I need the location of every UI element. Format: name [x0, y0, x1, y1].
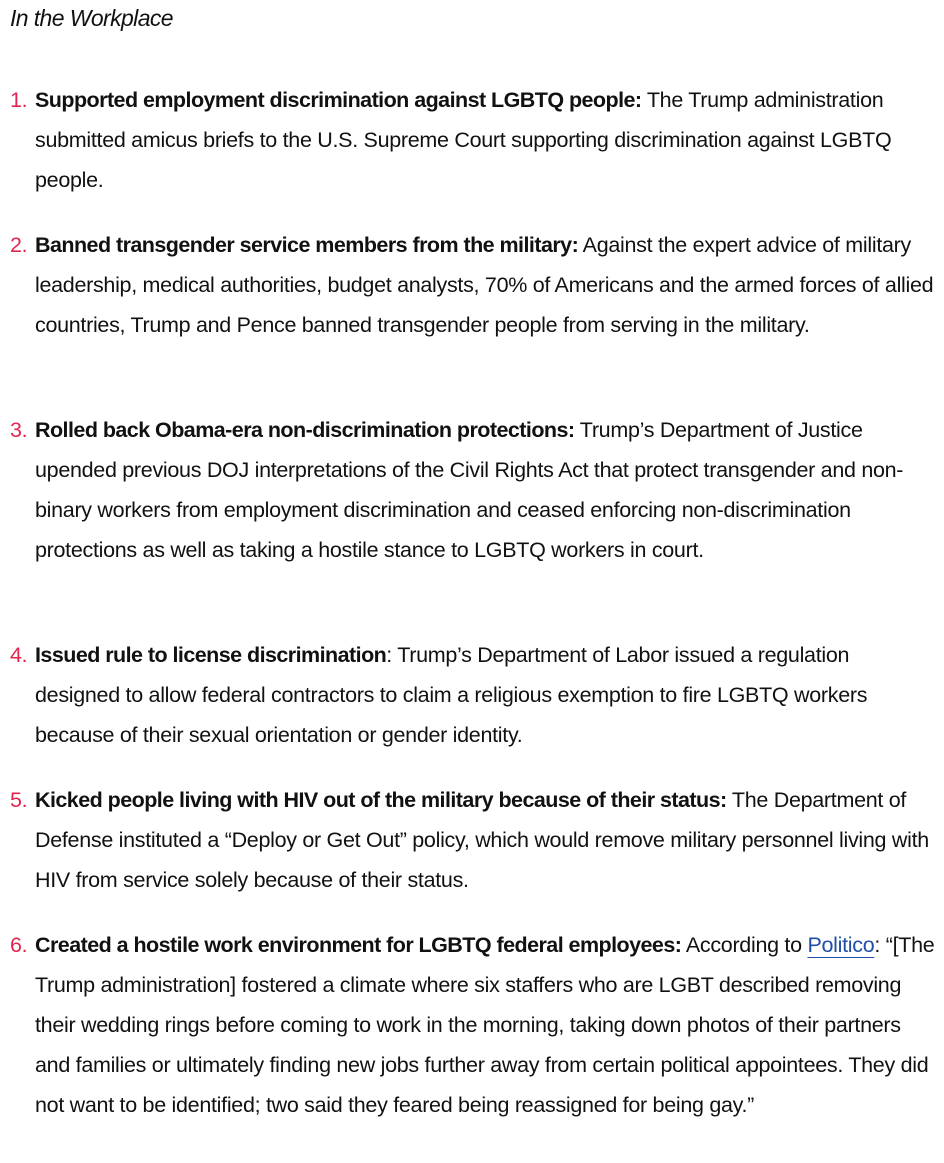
politico-link[interactable]: Politico: [807, 933, 875, 957]
item-heading: Created a hostile work environment for LGBTQ federal employees:: [35, 933, 682, 957]
item-text-after-link: : “[The Trump administration] fostered a climate where six staffers who are LGBT described removing their wedding rings before coming to work in the morning, taking down photos of their partners and families or ultimately finding new jobs further away from certain political appointees. They did not want to be identified; two said they feared being reassigned for being gay.”: [35, 933, 935, 1117]
item-text-before-link: According to: [681, 933, 808, 957]
item-heading: Issued rule to license discrimination: [35, 643, 387, 667]
item-heading: Banned transgender service members from the military:: [35, 233, 579, 257]
item-number: 3.: [10, 418, 28, 442]
item-text: Trump’s Department of Justice upended previous DOJ interpretations of the Civil Rights Act that protect transgender and non-binary workers from employment discrimination and ceased enforcing non-discrimination protections as well as taking a hostile stance to LGBTQ workers in court.: [35, 418, 904, 562]
item-number: 1.: [10, 88, 28, 112]
list-item: [10, 80, 935, 200]
item-number: 5.: [10, 788, 28, 812]
list-item: [10, 635, 935, 755]
list-item: [10, 925, 935, 1125]
item-text: Against the expert advice of military leadership, medical authorities, budget analysts, 70% of Americans and the armed forces of allied countries, Trump and Pence banned transgender people from serving in the military.: [35, 233, 934, 337]
item-text: The Department of Defense instituted a “Deploy or Get Out” policy, which would remove military personnel living with HIV from service solely because of their status.: [35, 788, 929, 892]
item-heading: Supported employment discrimination against LGBTQ people:: [35, 88, 642, 112]
item-number: 4.: [10, 643, 28, 667]
item-number: 6.: [10, 933, 28, 957]
item-number: 2.: [10, 233, 28, 257]
list-item: [10, 225, 935, 345]
item-heading: Kicked people living with HIV out of the military because of their status:: [35, 788, 727, 812]
item-text: The Trump administration submitted amicus briefs to the U.S. Supreme Court supporting discrimination against LGBTQ people.: [35, 88, 892, 192]
item-heading: Rolled back Obama-era non-discrimination protections:: [35, 418, 575, 442]
item-text: : Trump’s Department of Labor issued a regulation designed to allow federal contractors to claim a religious exemption to fire LGBTQ workers because of their sexual orientation or gender identity.: [35, 643, 868, 747]
list-item: [10, 780, 935, 900]
list-item: [10, 410, 935, 570]
section-title: In the Workplace: [10, 5, 173, 31]
